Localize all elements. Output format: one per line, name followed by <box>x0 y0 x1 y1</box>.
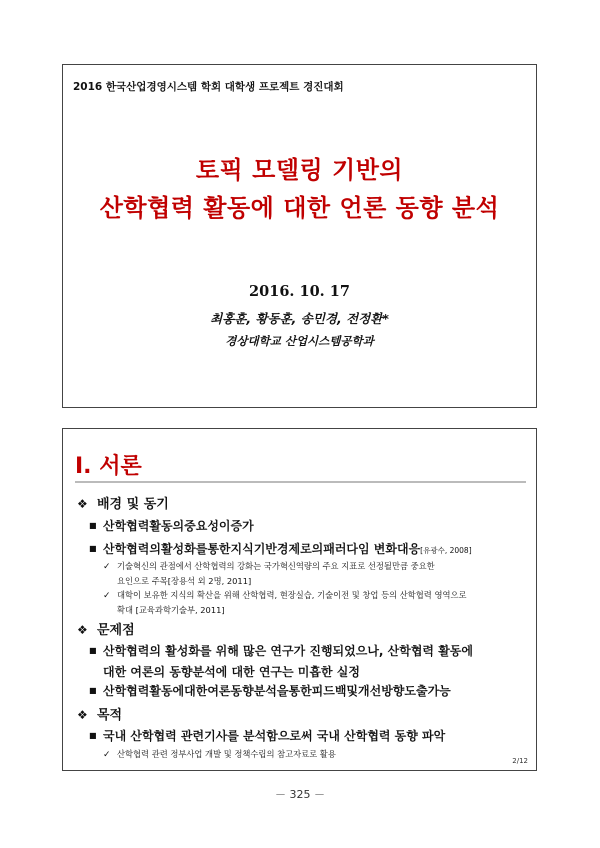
square-bullet-icon: ■ <box>89 731 97 740</box>
check-icon: ✓ <box>103 562 111 572</box>
heading-problems <box>77 619 135 638</box>
bullet-text: 산학협력활동의중요성이증가 <box>103 519 254 533</box>
square-bullet-icon: ■ <box>89 646 97 655</box>
heading-text: 문제점 <box>97 623 135 638</box>
bullet-item <box>89 517 254 534</box>
section-divider <box>75 481 526 483</box>
sub-bullet-text: 산학협력 관련 정부사업 개발 및 정책수립의 참고자료로 활용 <box>117 749 336 759</box>
page-footer-number: － 325 － <box>275 788 325 801</box>
sub-bullet-text-cont: 요인으로 주목[장용석 외 2명, 2011] <box>117 576 252 586</box>
citation: [유광수, 2008] <box>420 546 472 555</box>
title-line-2: 산학협력 활동에 대한 언론 동향 분석 <box>99 194 500 222</box>
square-bullet-icon: ■ <box>89 686 97 695</box>
bullet-text-cont: 대한 여론의 동향분석에 대한 연구는 미흡한 실정 <box>103 665 360 679</box>
heading-background <box>77 493 169 512</box>
heading-text: 목적 <box>97 708 123 723</box>
section-title: Ⅰ. 서론 <box>75 454 142 479</box>
sub-bullet-text: 대학이 보유한 지식의 확산을 위해 산학협력, 현장실습, 기술이전 및 창업 등의 산학협력 영역으로 <box>117 590 467 600</box>
bullet-text: 산학협력의 활성화를 위해 많은 연구가 진행되었으나, 산학협력 활동에 <box>103 644 473 658</box>
heading-purpose <box>77 704 122 723</box>
bullet-item <box>89 727 445 744</box>
bullet-item <box>89 642 473 680</box>
title-slide <box>62 64 537 408</box>
sub-bullet-item <box>103 748 336 760</box>
sub-bullet-item <box>103 560 435 587</box>
conference-name: 2016 한국산업경영시스템 학회 대학생 프로젝트 경진대회 <box>73 81 344 93</box>
sub-bullet-text: 기술혁신의 관점에서 산학협력의 강화는 국가혁신역량의 주요 지표로 선정될만큼 중요한 <box>117 561 435 571</box>
bullet-text: 산학협력활동에대한여론동향분석을통한피드백및개선방향도출가능 <box>103 684 451 698</box>
bullet-text: 국내 산학협력 관련기사를 분석함으로써 국내 산학협력 동향 파악 <box>103 729 446 743</box>
heading-text: 배경 및 동기 <box>97 497 169 512</box>
bullet-text: 산학협력의활성화를통한지식기반경제로의패러다임 변화대응 <box>103 542 421 556</box>
presentation-date: 2016. 10. 17 <box>249 283 350 300</box>
diamond-bullet-icon: ❖ <box>77 708 88 722</box>
diamond-bullet-icon: ❖ <box>77 497 88 511</box>
square-bullet-icon: ■ <box>89 521 97 530</box>
title-line-1: 토픽 모델링 기반의 <box>195 156 404 184</box>
diamond-bullet-icon: ❖ <box>77 623 88 637</box>
bullet-item <box>89 682 451 699</box>
slide-page-number: 2/12 <box>512 757 528 765</box>
check-icon: ✓ <box>103 750 111 760</box>
introduction-slide <box>62 428 537 771</box>
sub-bullet-text-cont: 확대 [교육과학기술부, 2011] <box>117 605 225 615</box>
check-icon: ✓ <box>103 591 111 601</box>
sub-bullet-item <box>103 589 467 616</box>
author-list: 최홍훈, 황동훈, 송민경, 전정환* <box>210 311 389 326</box>
bullet-item <box>89 540 472 557</box>
affiliation: 경상대학교 산업시스템공학과 <box>225 334 374 348</box>
square-bullet-icon: ■ <box>89 544 97 553</box>
